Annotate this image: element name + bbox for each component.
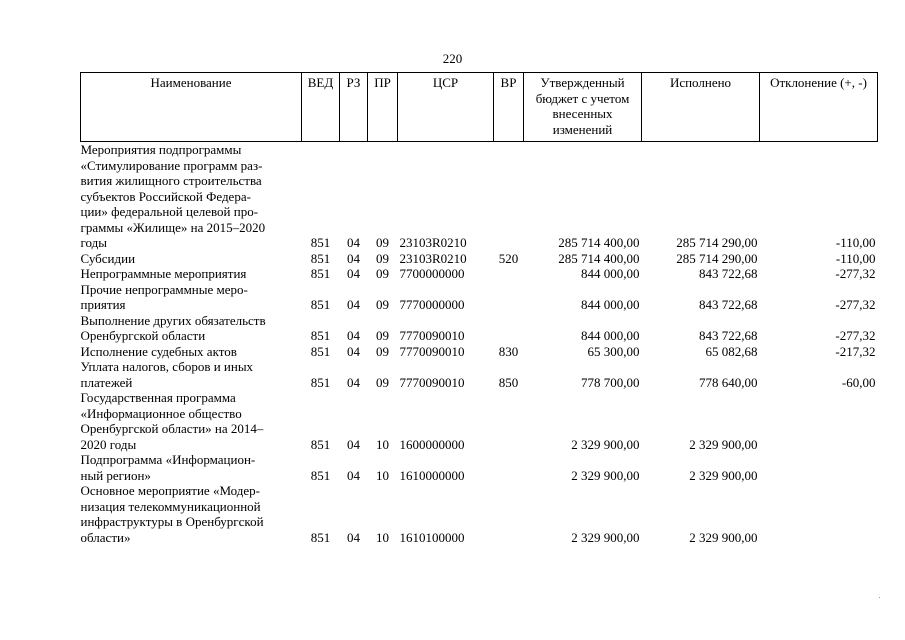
cell-ved: 851 [310, 328, 331, 343]
cell-rz: 04 [347, 343, 360, 359]
cell-pr: 09 [376, 374, 389, 390]
cell-executed: 843 722,68 [699, 297, 758, 312]
cell-pr: 10 [376, 529, 389, 545]
cell-approved: 2 329 900,00 [571, 467, 640, 483]
cell-vr: 520 [498, 250, 519, 266]
header-pr: ПР [368, 73, 398, 142]
cell-name [81, 452, 302, 483]
scan-speck [879, 597, 880, 598]
cell-pr: 10 [376, 436, 389, 452]
table-row [81, 344, 878, 360]
cell-csr: 23103R0210 [399, 250, 467, 266]
name-line: граммы «Жилище» на 2015–2020 [80, 219, 266, 235]
cell-vr [494, 266, 524, 282]
cell-approved: 2 329 900,00 [571, 436, 640, 452]
cell-name [81, 344, 302, 360]
cell-ved: 851 [310, 297, 331, 312]
cell-executed: 778 640,00 [699, 374, 758, 390]
cell-pr: 09 [376, 343, 389, 359]
cell-vr [494, 452, 524, 483]
name-line: «Информационное общество [80, 405, 242, 421]
cell-csr: 7770090010 [399, 374, 465, 390]
cell-approved: 844 000,00 [581, 328, 640, 343]
cell-csr: 1610000000 [399, 467, 465, 483]
cell-csr: 7770090010 [399, 343, 465, 359]
cell-deviation [760, 452, 878, 483]
cell-vr: 830 [498, 343, 519, 359]
cell-csr: 7770000000 [399, 297, 465, 312]
cell-rz: 04 [347, 250, 360, 266]
cell-executed: 2 329 900,00 [689, 467, 758, 483]
cell-approved: 285 714 400,00 [558, 235, 640, 250]
cell-deviation: -217,32 [835, 343, 876, 359]
cell-pr: 10 [376, 467, 389, 483]
cell-vr [494, 282, 524, 313]
cell-approved: 778 700,00 [581, 374, 640, 390]
name-line: Подпрограмма «Информацион- [80, 452, 256, 467]
name-line: ный регион» [80, 467, 151, 483]
table-row [81, 266, 878, 282]
table-row [81, 251, 878, 267]
cell-rz: 04 [347, 266, 360, 281]
cell-vr [494, 142, 524, 251]
cell-rz: 04 [347, 235, 360, 250]
name-line: области» [80, 529, 131, 545]
cell-executed: 285 714 290,00 [676, 235, 758, 250]
cell-vr: 850 [498, 374, 519, 390]
table-row [81, 483, 878, 545]
cell-deviation: -110,00 [835, 235, 876, 250]
cell-pr: 09 [376, 235, 389, 250]
cell-rz: 04 [347, 374, 360, 390]
cell-executed: 2 329 900,00 [689, 529, 758, 545]
header-executed: Исполнено [642, 73, 760, 142]
cell-name [81, 266, 302, 282]
cell-executed: 285 714 290,00 [676, 250, 758, 266]
cell-csr: 7700000000 [399, 266, 465, 281]
cell-name [81, 313, 302, 344]
cell-pr: 09 [376, 266, 389, 281]
cell-name [81, 390, 302, 452]
header-ved: ВЕД [302, 73, 340, 142]
name-line: Исполнение судебных актов [80, 343, 237, 359]
cell-ved: 851 [310, 235, 331, 250]
cell-rz: 04 [347, 436, 360, 452]
cell-csr: 7770090010 [399, 328, 465, 343]
header-rz: РЗ [340, 73, 368, 142]
cell-pr: 09 [376, 250, 389, 266]
cell-ved: 851 [310, 436, 331, 452]
cell-ved: 851 [310, 374, 331, 390]
header-approved: Утвержденный бюджет с учетом внесенных изменений [524, 73, 642, 142]
name-line: Выполнение других обязательств [80, 312, 266, 328]
cell-approved: 65 300,00 [587, 343, 640, 359]
budget-table [80, 72, 878, 545]
header-csr: ЦСР [398, 73, 494, 142]
cell-name [81, 359, 302, 390]
cell-ved: 851 [310, 343, 331, 359]
cell-deviation: -277,32 [835, 297, 876, 312]
cell-rz: 04 [347, 297, 360, 312]
name-line: инфраструктуры в Оренбургской [80, 514, 264, 529]
cell-csr: 1600000000 [399, 436, 465, 452]
name-line: годы [80, 235, 107, 250]
cell-approved: 844 000,00 [581, 297, 640, 312]
name-line: Государственная программа [80, 390, 236, 405]
header-vr: ВР [494, 73, 524, 142]
cell-approved: 285 714 400,00 [558, 250, 640, 266]
name-line: 2020 годы [80, 436, 137, 452]
cell-vr [494, 483, 524, 545]
table-row [81, 452, 878, 483]
cell-deviation: -277,32 [835, 266, 876, 281]
name-line: Непрограммные мероприятия [80, 266, 247, 281]
cell-name [81, 282, 302, 313]
cell-executed: 843 722,68 [699, 266, 758, 281]
cell-name [81, 142, 302, 251]
name-line: Прочие непрограммные меро- [80, 281, 248, 297]
cell-pr: 09 [376, 297, 389, 312]
cell-vr [494, 313, 524, 344]
name-line: низация телекоммуникационной [80, 498, 261, 514]
name-line: субъектов Российской Федера- [80, 188, 251, 204]
table-row [81, 359, 878, 390]
cell-deviation [760, 483, 878, 545]
name-line: «Стимулирование программ раз- [80, 157, 263, 173]
table-row [81, 313, 878, 344]
name-line: Уплата налогов, сборов и иных [80, 359, 254, 374]
table-header [81, 73, 878, 142]
cell-ved: 851 [310, 250, 331, 266]
name-line: Оренбургской области» на 2014– [80, 421, 264, 436]
name-line: Субсидии [80, 250, 136, 266]
name-line: Основное мероприятие «Модер- [80, 483, 261, 498]
table-row [81, 142, 878, 251]
cell-rz: 04 [347, 467, 360, 483]
cell-name [81, 483, 302, 545]
name-line: вития жилищного строительства [80, 173, 262, 188]
cell-executed: 65 082,68 [705, 343, 758, 359]
table-row [81, 282, 878, 313]
table-row [81, 390, 878, 452]
table-body [81, 142, 878, 546]
header-name: Наименование [81, 73, 302, 142]
cell-deviation: -110,00 [835, 250, 876, 266]
cell-deviation [760, 390, 878, 452]
cell-name [81, 251, 302, 267]
name-line: ции» федеральной целевой про- [80, 204, 259, 219]
cell-rz: 04 [347, 328, 360, 343]
cell-executed: 843 722,68 [699, 328, 758, 343]
cell-deviation: -277,32 [835, 328, 876, 343]
cell-approved: 2 329 900,00 [571, 529, 640, 545]
cell-rz: 04 [347, 529, 360, 545]
name-line: Оренбургской области [80, 328, 206, 343]
cell-approved: 844 000,00 [581, 266, 640, 281]
name-line: Мероприятия подпрограммы [80, 142, 242, 157]
cell-executed: 2 329 900,00 [689, 436, 758, 452]
cell-ved: 851 [310, 529, 331, 545]
name-line: приятия [80, 297, 126, 312]
header-deviation: Отклонение (+, -) [760, 73, 878, 142]
cell-vr [494, 390, 524, 452]
page-number: 220 [442, 51, 463, 66]
cell-deviation: -60,00 [841, 374, 876, 390]
cell-ved: 851 [310, 266, 331, 281]
cell-csr: 1610100000 [399, 529, 465, 545]
cell-pr: 09 [376, 328, 389, 343]
name-line: платежей [80, 374, 133, 390]
cell-csr: 23103R0210 [399, 235, 467, 250]
cell-ved: 851 [310, 467, 331, 483]
